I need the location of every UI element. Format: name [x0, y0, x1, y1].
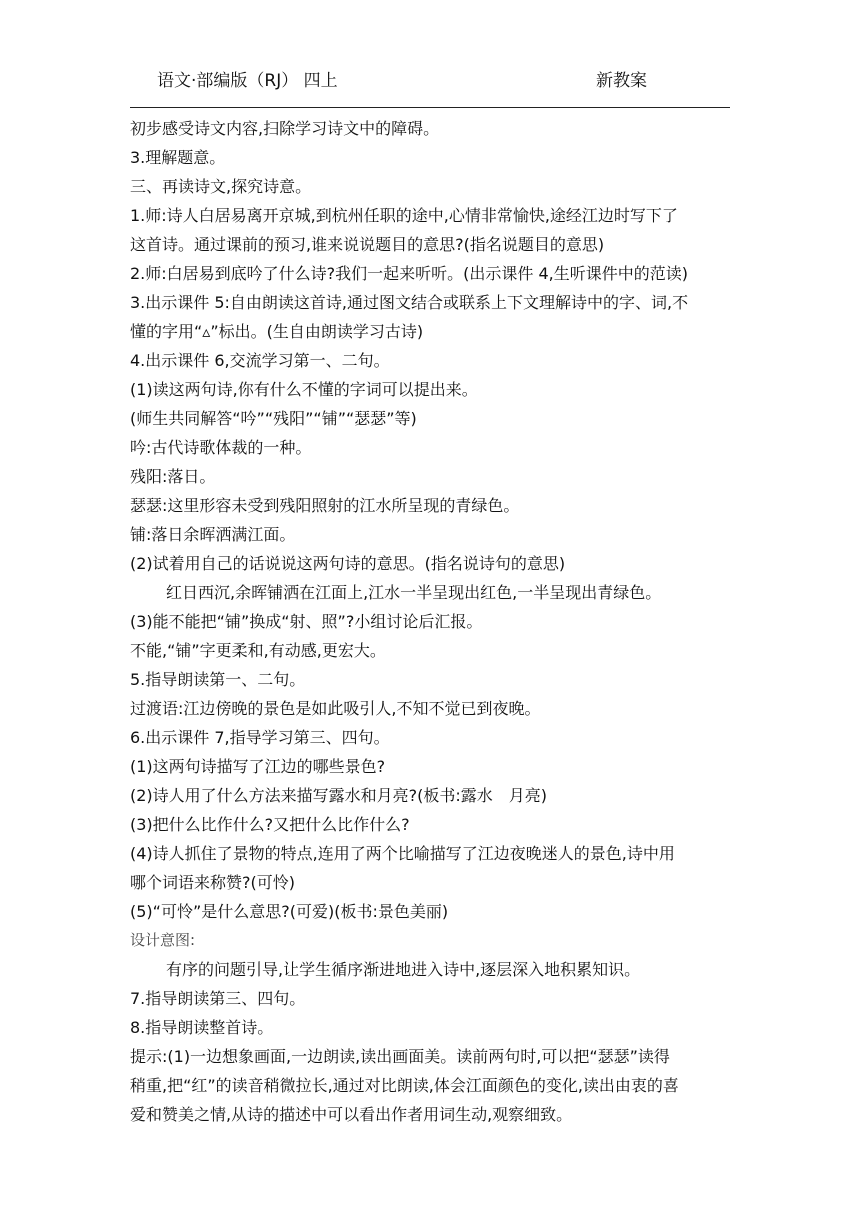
tip-line: 稍重,把“红”的读音稍微拉长,通过对比朗读,体会江面颜色的变化,读出由衷的喜 [130, 1076, 679, 1095]
question-line: (2)试着用自己的话说说这两句诗的意思。(指名说诗句的意思) [130, 554, 566, 573]
definition-line: 瑟瑟:这里形容未受到残阳照射的江水所呈现的青绿色。 [130, 496, 520, 515]
text-line: 哪个词语来称赞?(可怜) [130, 873, 295, 892]
question-line: (1)读这两句诗,你有什么不懂的字词可以提出来。 [130, 380, 478, 399]
section-step: 6.出示课件 7,指导学习第三、四句。 [130, 728, 390, 747]
text-line: 初步感受诗文内容,扫除学习诗文中的障碍。 [130, 119, 440, 138]
document-body [130, 114, 732, 1129]
question-line: (4)诗人抓住了景物的特点,连用了两个比喻描写了江边夜晚迷人的景色,诗中用 [130, 844, 675, 863]
section-step: 3.理解题意。 [130, 148, 226, 167]
answer-line: 红日西沉,余晖铺洒在江面上,江水一半呈现出红色,一半呈现出青绿色。 [166, 583, 662, 602]
section-step: 7.指导朗读第三、四句。 [130, 989, 306, 1008]
question-line: (1)这两句诗描写了江边的哪些景色? [130, 757, 386, 776]
text-line: 这首诗。通过课前的预习,谁来说说题目的意思?(指名说题目的意思) [130, 235, 605, 254]
question-line: (3)把什么比作什么?又把什么比作什么? [130, 815, 410, 834]
header-divider [130, 107, 730, 108]
text-line: 1.师:诗人白居易离开京城,到杭州任职的途中,心情非常愉快,途经江边时写下了 [130, 206, 678, 225]
section-step: 8.指导朗读整首诗。 [130, 1018, 274, 1037]
text-line: (师生共同解答“吟”“残阳”“铺”“瑟瑟”等) [130, 409, 417, 428]
section-step: 5.指导朗读第一、二句。 [130, 670, 306, 689]
question-line: (5)“可怜”是什么意思?(可爱)(板书:景色美丽) [130, 902, 449, 921]
transition-line: 过渡语:江边傍晚的景色是如此吸引人,不知不觉已到夜晚。 [130, 699, 541, 718]
section-step: 4.出示课件 6,交流学习第一、二句。 [130, 351, 390, 370]
text-line: 2.师:白居易到底吟了什么诗?我们一起来听听。(出示课件 4,生听课件中的范读) [130, 264, 688, 283]
tip-line: 爱和赞美之情,从诗的描述中可以看出作者用词生动,观察细致。 [130, 1105, 573, 1124]
header-doc-type: 新教案 [596, 71, 647, 91]
header-textbook-label: 语文·部编版（RJ） 四上 [157, 71, 338, 91]
design-intent-label: 设计意图: [130, 931, 196, 949]
text-line: 3.出示课件 5:自由朗读这首诗,通过图文结合或联系上下文理解诗中的字、词,不 [130, 293, 689, 312]
design-intent-text: 有序的问题引导,让学生循序渐进地进入诗中,逐层深入地积累知识。 [166, 960, 641, 979]
text-line: 懂的字用“▵”标出。(生自由朗读学习古诗) [130, 322, 424, 341]
question-line: (2)诗人用了什么方法来描写露水和月亮?(板书:露水 月亮) [130, 786, 548, 805]
question-line: (3)能不能把“铺”换成“射、照”?小组讨论后汇报。 [130, 612, 483, 631]
definition-line: 铺:落日余晖洒满江面。 [130, 525, 296, 544]
page-header [0, 0, 860, 110]
answer-line: 不能,“铺”字更柔和,有动感,更宏大。 [130, 641, 386, 660]
definition-line: 吟:古代诗歌体裁的一种。 [130, 438, 312, 457]
section-heading: 三、再读诗文,探究诗意。 [130, 177, 312, 196]
definition-line: 残阳:落日。 [130, 467, 216, 486]
tip-line: 提示:(1)一边想象画面,一边朗读,读出画面美。读前两句时,可以把“瑟瑟”读得 [130, 1047, 670, 1066]
